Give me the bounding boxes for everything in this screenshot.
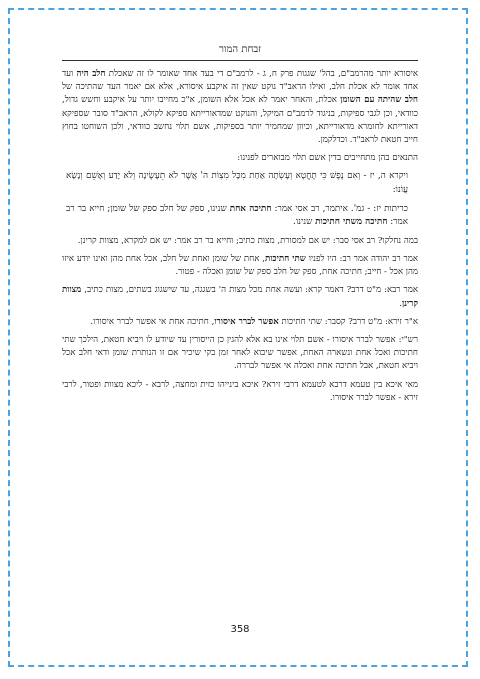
running-header-title: זבחת המור — [219, 44, 261, 55]
paragraph-10: מאי איכא בין טעמא דרבא לטעמא דרבי זירא? איכא בינייהו כזית ומחצה, לרבא - ליכא מצוות ופטור, לרבי זירא - אפשר לברר איסורו. — [62, 379, 418, 403]
paragraph-6: אמר רב יהודה אמר רב: היו לפניו שתי חתיכות, אחת של שומן ואחת של חלב, אכל אחת מהן ואינו יודע איזו מהן אכל - חייב; חתיכה אחת, ספק של חלב ספק של שומן ואכלה - פטור. — [62, 254, 418, 278]
bold-phrase: חתיכה אחת — [229, 203, 272, 214]
rashi-paragraph: רש"י: אפשר לברר איסורו - אשם תלוי אינו בא אלא להגין כן הייסורין עד שיודע לו ויביא חטאת, הילכך שתי חתיכות ואכל אחת ונשארה האחת, אפשר שיבוא לאחר זמן בקי שיכיר אם זו הנותרת שומן ודאי חלב אכל ויביא חטאת, אבל חתיכה אחת ואכלה אי אפשר לבררה. — [62, 335, 418, 372]
bold-phrase: חלב היה — [76, 69, 106, 79]
paragraph-5: במה נחלקו? רב אסי סבר: יש אם למסורת, מצות כתיב; וחייא בר רב אמר: יש אם למקרא, מצוות קרינן. — [77, 235, 418, 246]
paragraph-8: א"ר זירא: מ"ט דרב? קסבר: שתי חתיכות אפשר לברר איסורו, חתיכה אחת אי אפשר לברר איסורו. — [90, 316, 418, 327]
bold-phrase: חלב שהיתה עם השומן — [340, 95, 418, 106]
bold-phrase: אפשר לברר איסורו — [214, 316, 279, 327]
bold-phrase: חתיכה משתי חתיכות — [315, 217, 388, 228]
verse-quote: ויקרא ה, יז - וְאִם נֶפֶשׁ כִּי תֶחֱטָא וְעָשְׂתָה אַחַת מִכָּל מִצְוֹת ה' אֲשֶׁר לֹא תֵעָשֶׂינָה וְלֹא יָדַע וְאָשֵׁם וְנָשָׂא עֲוֹנוֹ: — [66, 171, 408, 196]
bold-phrase: מצוות קרינן — [62, 285, 418, 309]
header-divider — [62, 60, 418, 61]
paragraph-2: התנאים בהן מתחייבים בדין אשם תלוי מבוארים לפנינו: — [237, 153, 418, 164]
bold-phrase: שתי חתיכות — [264, 254, 306, 264]
paragraph-7: אמר רבא: מ"ט דרב? דאמר קרא: ועשה אחת מכל מצות ה' בשגגה, עד שישגוג בשתים, מצות כתיב, מצוות קרינן. — [62, 285, 418, 309]
page-body — [62, 68, 418, 410]
paragraph-1: איסורא יותר מהרמב"ם, בהל' שגגות פרק ח, ג - לרמב"ם די בעד אחד שאומר לו זה שאכלת חלב היה ועד אחד אומר לא אכלת חלב, ואילו הראב"ד נוקט שאין זה איקבע איסורא, אלא אם יאמר העד שהתיכה של חלב שהיתה עם השומן אכלת, והאחר יאמר לא אכל אלא השומן, א"כ מחייבו יותר על איקבע וחשש גדול, כוודאי, וכן לגבי ספיקות, בניגוד לרמב"ם המיקל, והנוקט שמדאורייתא ספיקא לקולא, הראב"ד סובר שספיקא דאורייתא לחומרא מדאורייתא, וכיוון שמחמיר יותר בספיקות, אשם תלוי נחשב כוודאי, ולכן השוחטו בחוץ חייב חטאת לראב"ד. וכדלקמן. — [62, 69, 418, 146]
gemara-quote: כריתות יז: - גמ'. איתמר, רב אסי אמר: חתיכה אחת שנינו, ספק של חלב ספק של שומן; חייא בר רב אמר: חתיכה משתי חתיכות שנינו. — [66, 203, 408, 228]
page-number: 358 — [230, 624, 250, 635]
